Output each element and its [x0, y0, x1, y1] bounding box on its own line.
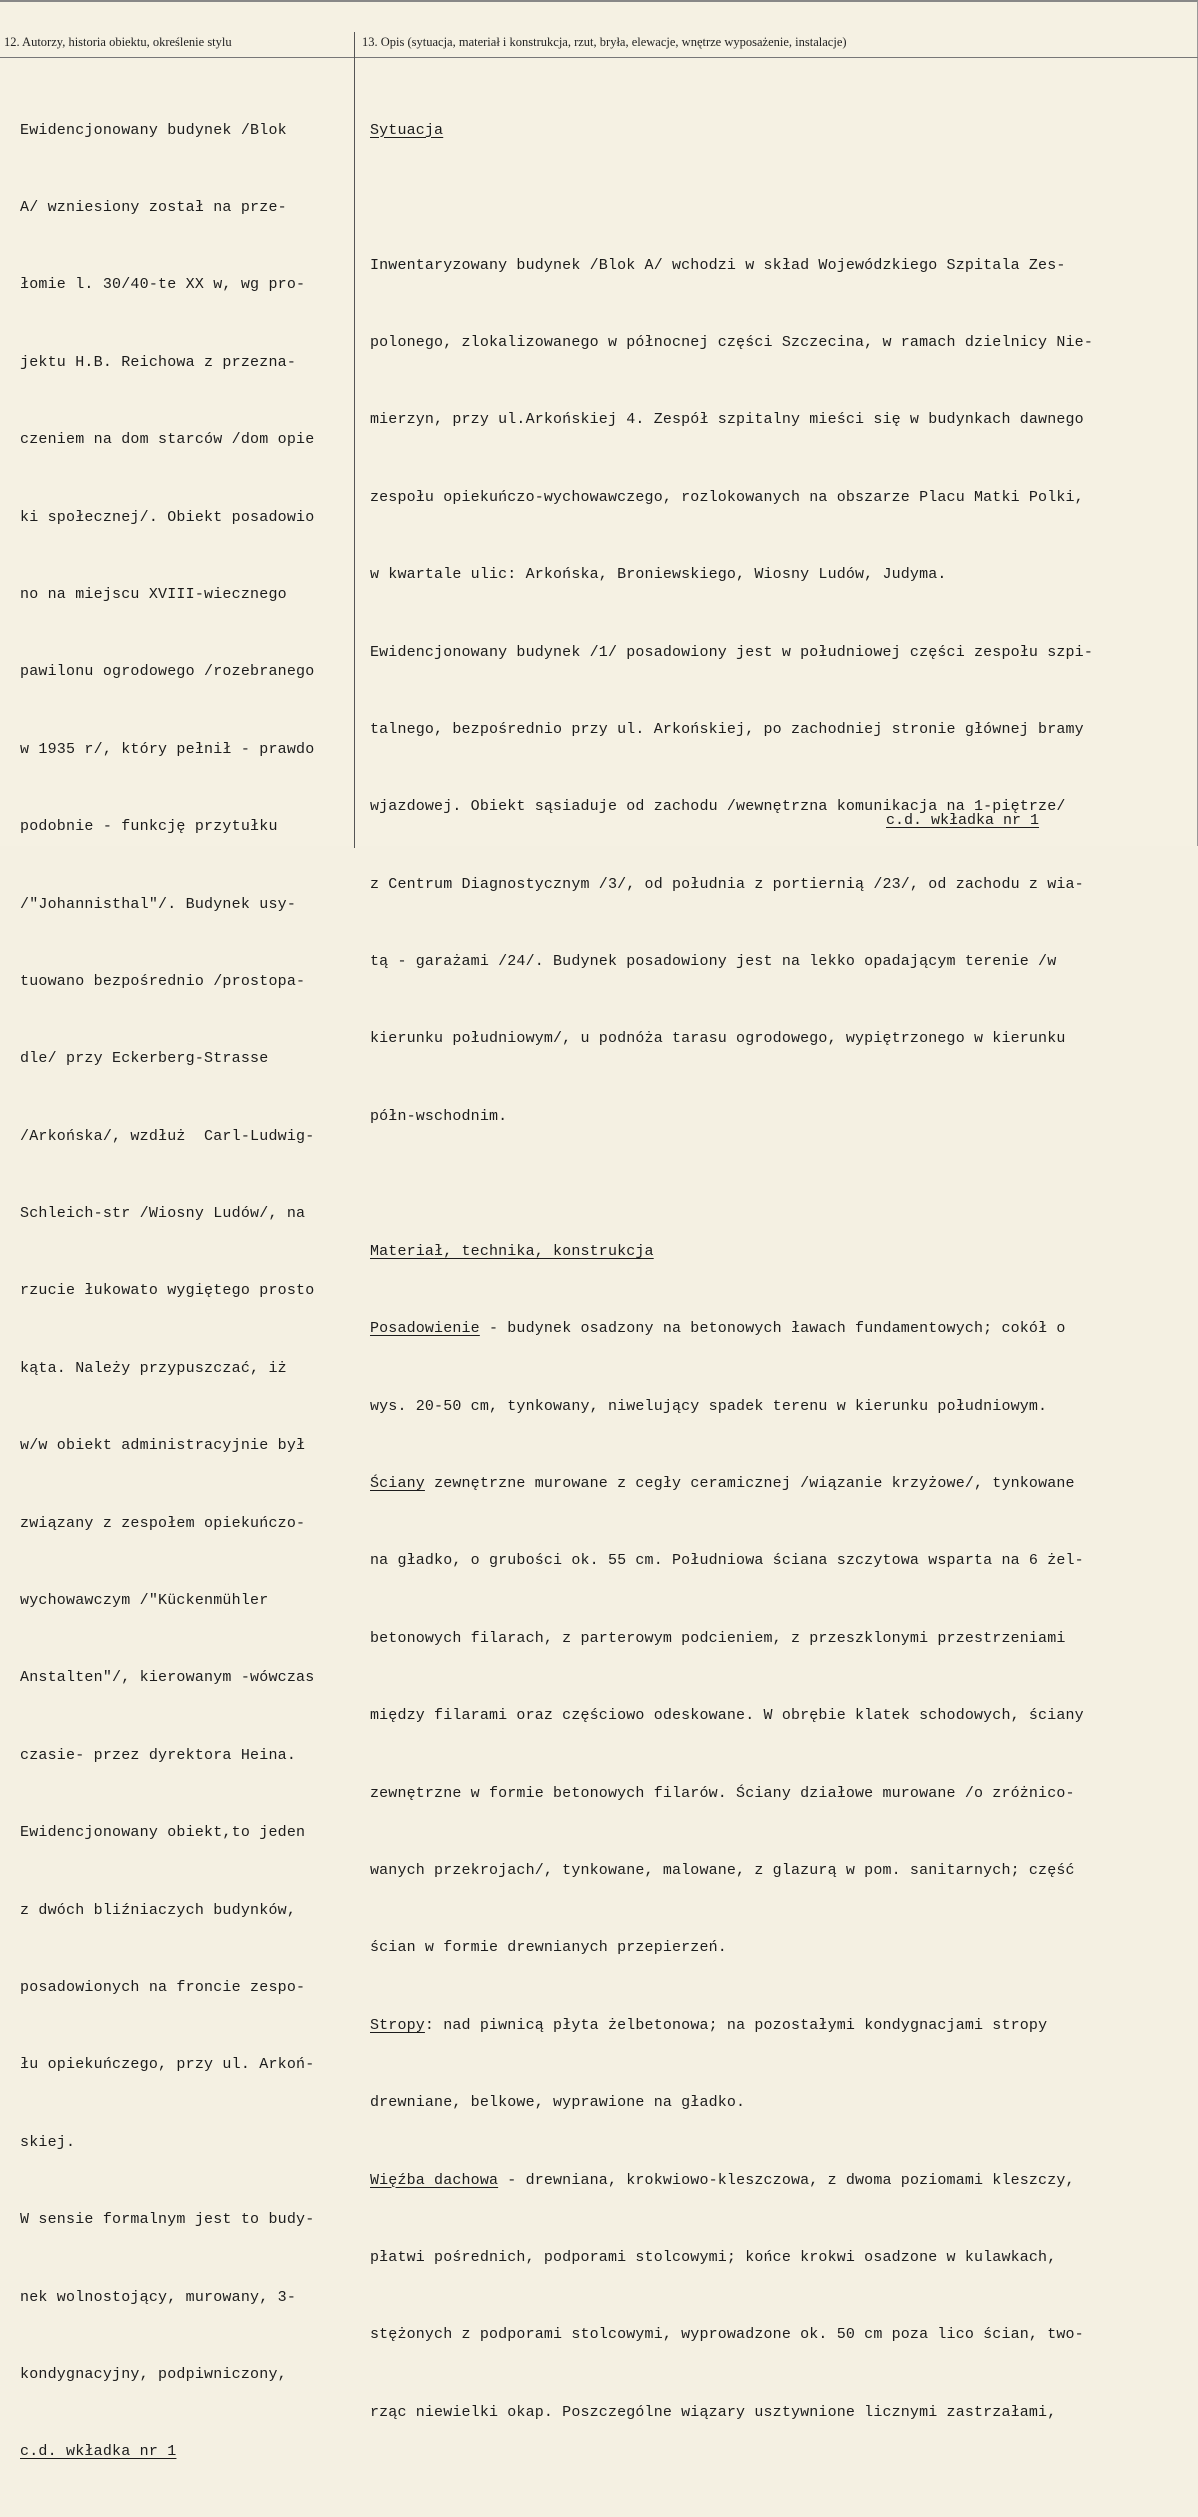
text-line: zewnętrzne w formie betonowych filarów. Ściany działowe murowane /o zróżnico-: [370, 1784, 1075, 1802]
text-line: Ewidencjonowany obiekt,to jeden: [20, 1824, 306, 1842]
text-line: wys. 20-50 cm, tynkowany, niwelujący spadek terenu w kierunku południowym.: [370, 1397, 1048, 1415]
header-divider: [0, 57, 1198, 58]
text-line: na gładko, o grubości ok. 55 cm. Południowa ściana szczytowa wsparta na 6 żel-: [370, 1552, 1084, 1570]
left-continuation-note: c.d. wkładka nr 1: [20, 2443, 177, 2461]
label-wiezba-dachowa: Więźba dachowa: [370, 2171, 499, 2189]
text-line: między filarami oraz częściowo odeskowane. W obrębie klatek schodowych, ściany: [370, 1707, 1084, 1725]
text-line: z Centrum Diagnostycznym /3/, od południa z portiernią /23/, od zachodu z wia-: [370, 875, 1084, 893]
text-line: czeniem na dom starców /dom opie: [20, 431, 315, 449]
text-line: kąta. Należy przypuszczać, iż: [20, 1359, 287, 1377]
text-line: z dwóch bliźniaczych budynków,: [20, 1901, 297, 1919]
text-line: drewniane, belkowe, wyprawione na gładko.: [370, 2094, 746, 2112]
text-line: skiej.: [20, 2133, 76, 2151]
text-line: kierunku południowym/, u podnóża tarasu ogrodowego, wypiętrzonego w kierunku: [370, 1030, 1066, 1048]
text-fragment: zewnętrzne murowane z cegły ceramicznej /wiązanie krzyżowe/, tynkowane: [424, 1475, 1075, 1493]
left-column-header: 12. Autorzy, historia obiektu, określenie stylu: [4, 35, 232, 49]
text-line: w 1935 r/, który pełnił - prawdo: [20, 740, 315, 758]
text-fragment: - drewniana, krokwiowo-kleszczowa, z dwoma poziomami kleszczy,: [498, 2171, 1075, 2189]
right-column-header: 13. Opis (sytuacja, materiał i konstrukcja, rzut, bryła, elewacje, wnętrze wyposażenie, instalacje): [362, 35, 847, 49]
text-line: rząc niewielki okap. Poszczególne wiązary usztywnione licznymi zastrzałami,: [370, 2403, 1057, 2421]
text-line: płatwi pośrednich, podporami stolcowymi; końce krokwi osadzone w kulawkach,: [370, 2248, 1057, 2266]
text-line: podobnie - funkcję przytułku: [20, 818, 278, 836]
label-posadowienie: Posadowienie: [370, 1320, 480, 1338]
text-line: betonowych filarach, z parterowym podcieniem, z przeszklonymi przestrzeniami: [370, 1629, 1066, 1647]
text-line: półn-wschodnim.: [370, 1107, 508, 1125]
text-line: jektu H.B. Reichowa z przezna-: [20, 353, 297, 371]
section-heading-material: Materiał, technika, konstrukcja: [370, 1242, 654, 1260]
text-line: dle/ przy Eckerberg-Strasse: [20, 1050, 269, 1068]
text-line: Ewidencjonowany budynek /1/ posadowiony jest w południowej części zespołu szpi-: [370, 643, 1093, 661]
column-divider: [354, 32, 355, 848]
text-line: nek wolnostojący, murowany, 3-: [20, 2288, 297, 2306]
label-stropy: Stropy: [370, 2016, 425, 2034]
text-line: polonego, zlokalizowanego w północnej części Szczecina, w ramach dzielnicy Nie-: [370, 333, 1093, 351]
text-line: stężonych z podporami stolcowymi, wyprowadzone ok. 50 cm poza lico ścian, two-: [370, 2326, 1084, 2344]
text-line: wychowawczym /"Kückenmühler: [20, 1592, 269, 1610]
text-line: talnego, bezpośrednio przy ul. Arkońskiej, po zachodniej stronie głównej bramy: [370, 720, 1084, 738]
text-fragment: - budynek osadzony na betonowych ławach fundamentowych; cokół o: [479, 1320, 1066, 1338]
left-column-text: [20, 66, 350, 2517]
text-line: czasie- przez dyrektora Heina.: [20, 1746, 297, 1764]
text-line: Ewidencjonowany budynek /Blok: [20, 121, 287, 139]
text-line: tą - garażami /24/. Budynek posadowiony jest na lekko opadającym terenie /w: [370, 953, 1057, 971]
text-line: W sensie formalnym jest to budy-: [20, 2211, 315, 2229]
text-line: kondygnacyjny, podpiwniczony,: [20, 2365, 287, 2383]
text-line: Schleich-str /Wiosny Ludów/, na: [20, 1205, 306, 1223]
text-fragment: : nad piwnicą płyta żelbetonowa; na pozostałymi kondygnacjami stropy: [424, 2016, 1048, 2034]
text-line: /"Johannisthal"/. Budynek usy-: [20, 895, 297, 913]
label-sciany: Ściany: [370, 1475, 425, 1493]
section-heading-sytuacja: Sytuacja: [370, 121, 444, 139]
text-line: no na miejscu XVIII-wiecznego: [20, 585, 287, 603]
right-continuation-note: c.d. wkładka nr 1: [886, 812, 1040, 829]
text-line: łu opiekuńczego, przy ul. Arkoń-: [20, 2056, 315, 2074]
text-line: A/ wzniesiony został na prze-: [20, 198, 287, 216]
text-line: rzucie łukowato wygiętego prosto: [20, 1282, 315, 1300]
text-line: łomie l. 30/40-te XX w, wg pro-: [20, 276, 306, 294]
text-line: w/w obiekt administracyjnie był: [20, 1437, 306, 1455]
text-line: wanych przekrojach/, tynkowane, malowane, z glazurą w pom. sanitarnych; część: [370, 1861, 1075, 1879]
text-line: pawilonu ogrodowego /rozebranego: [20, 663, 315, 681]
text-line: związany z zespołem opiekuńczo-: [20, 1514, 306, 1532]
text-line: posadowionych na froncie zespo-: [20, 1978, 306, 1996]
right-column-text: [370, 66, 1196, 2477]
text-line: zespołu opiekuńczo-wychowawczego, rozlokowanych na obszarze Placu Matki Polki,: [370, 488, 1084, 506]
text-line: Anstalten"/, kierowanym -wówczas: [20, 1669, 315, 1687]
text-line: Inwentaryzowany budynek /Blok A/ wchodzi w skład Wojewódzkiego Szpitala Zes-: [370, 256, 1066, 274]
text-line: ścian w formie drewnianych przepierzeń.: [370, 1939, 727, 1957]
text-line: /Arkońska/, wzdłuż Carl-Ludwig-: [20, 1127, 315, 1145]
text-line: ki społecznej/. Obiekt posadowio: [20, 508, 315, 526]
text-line: wjazdowej. Obiekt sąsiaduje od zachodu /wewnętrzna komunikacja na 1-piętrze/: [370, 798, 1066, 816]
text-line: w kwartale ulic: Arkońska, Broniewskiego, Wiosny Ludów, Judyma.: [370, 566, 947, 584]
text-line: tuowano bezpośrednio /prostopa-: [20, 972, 306, 990]
text-line: mierzyn, przy ul.Arkońskiej 4. Zespół szpitalny mieści się w budynkach dawnego: [370, 411, 1084, 429]
